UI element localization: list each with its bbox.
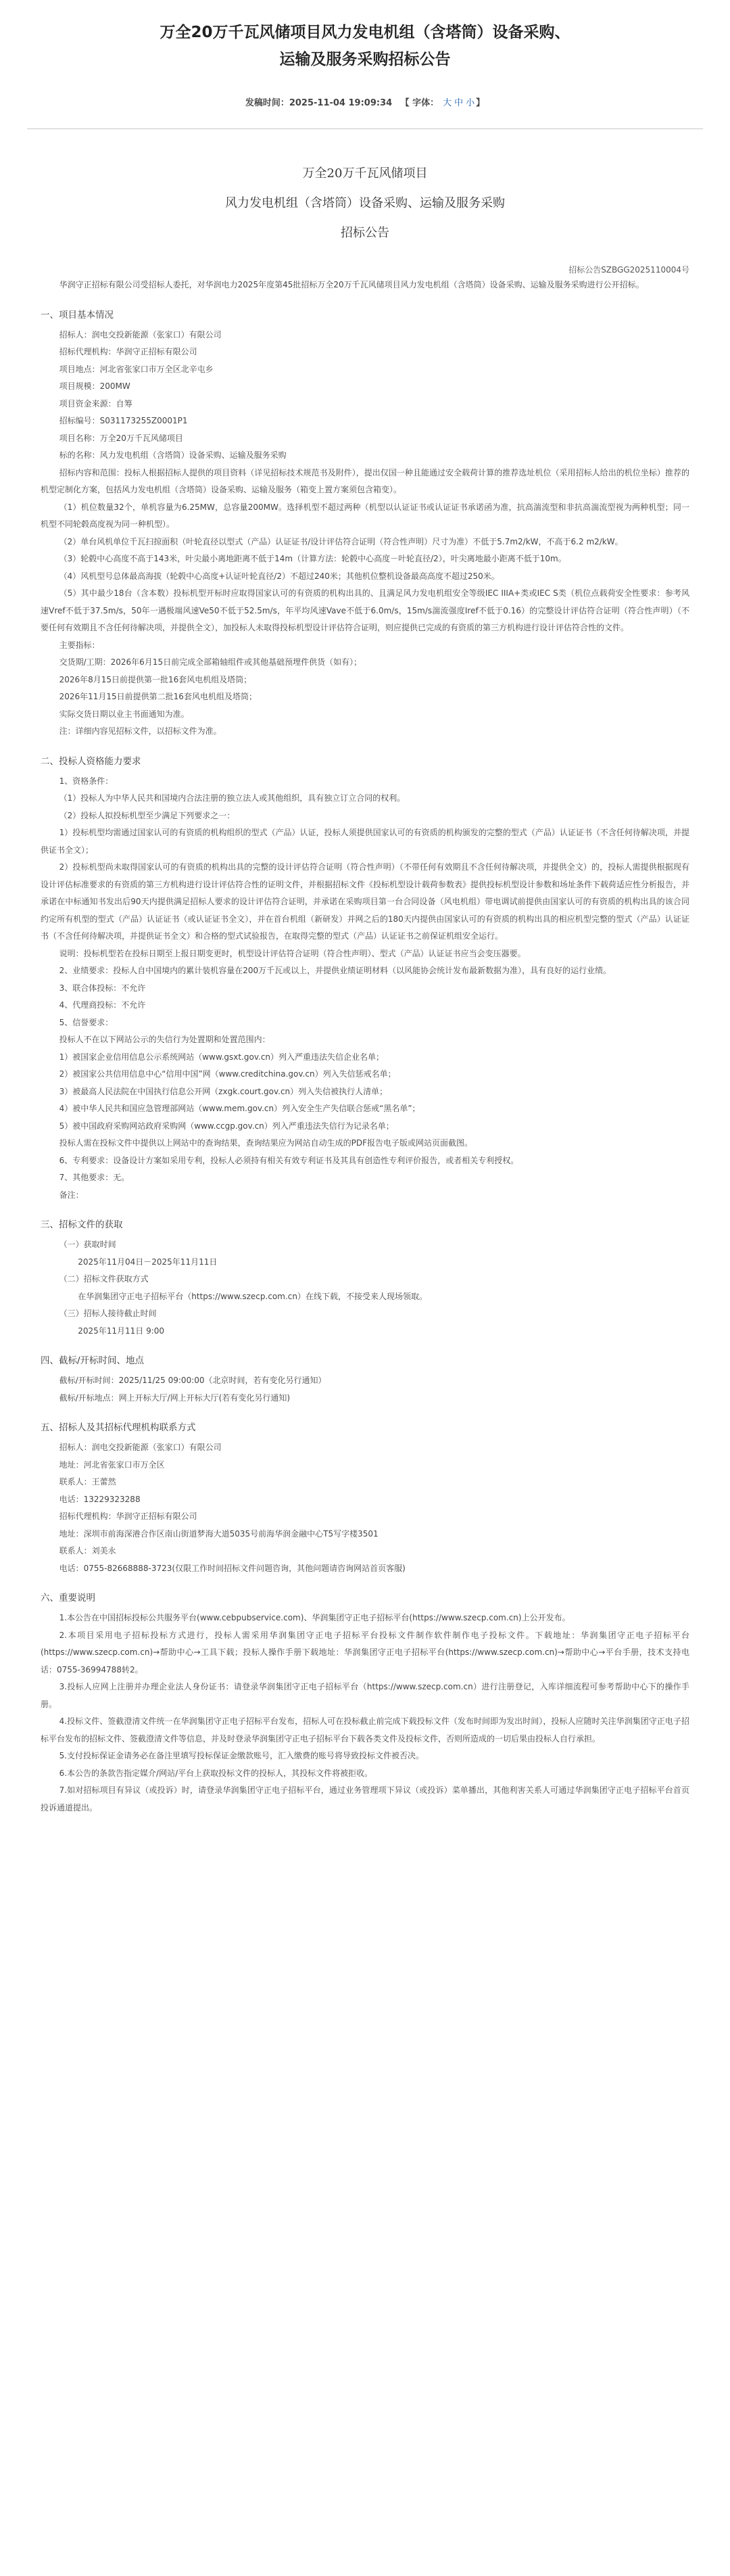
page (27, 0, 703, 1817)
s1-item: （5）其中最少18台（含本数）投标机型开标时应取得国家认可的有资质的机构出具的、且满足风力发电机组安全等级IEC IIIA+类或IEC S类（机位点载荷安全性要求：参考风速Vref不低于37.5m/s，50年一遇极端风速Ve50不低于52.5m/s，年平均风速Vave不低于6.0m/s，15m/s湍流强度Iref不低于0.16）的完整设计评估符合证明（符合性声明）（不要任何有效期且不含任何待解决项，并提供全文），加投标人未取得投标机型设计评估符合证明，则应提供已完成的有资质的第三方机构进行设计评估符合性的文件。 (41, 588, 689, 632)
s1-line: 招标代理机构：华润守正招标有限公司 (59, 347, 197, 356)
s3-value: 在华润集团守正电子招标平台（https://www.szecp.com.cn）在线下载，不接受来人现场领取。 (78, 1291, 427, 1301)
font-medium-link[interactable]: 中 (454, 98, 464, 108)
s3-value: 2025年11月04日－2025年11月11日 (78, 1257, 218, 1267)
doc-heading-3: 招标公告 (341, 226, 389, 240)
s3-sub: （一）获取时间 (59, 1240, 116, 1249)
doc-heading-1: 万全20万千瓦风储项目 (302, 166, 428, 181)
s6-item: 6.本公告的条款告指定媒介/网站/平台上获取投标文件的投标人，其投标文件将被拒收。 (59, 1768, 373, 1778)
s5-line: 联系人：刘美永 (59, 1546, 116, 1555)
s5-line: 电话：13229323288 (59, 1494, 141, 1504)
font-size-label: 【 字体： (400, 98, 439, 108)
s2-other: 7、其他要求：无。 (59, 1173, 130, 1182)
milestone-item: 2026年11月15日前提供第二批16套风电机组及塔筒； (59, 692, 257, 701)
s5-line: 地址：深圳市前海深港合作区南山街道梦海大道5035号前海华润金融中心T5写字楼3501 (59, 1528, 379, 1539)
s2-performance: 2、业绩要求：投标人自中国境内的累计装机容量在200万千瓦或以上，并提供业绩证明材料（以风能协会统计发布最新数据为准），具有良好的运行业绩。 (59, 966, 612, 975)
s2-consortium: 3、联合体投标：不允许 (59, 983, 146, 993)
s1-line: 项目名称：万全20万千瓦风储项目 (59, 433, 183, 443)
font-small-link[interactable]: 小 (466, 98, 475, 108)
s5-line: 联系人：王蕾然 (59, 1477, 116, 1486)
font-large-link[interactable]: 大 (443, 98, 452, 108)
s5-line: 地址：河北省张家口市万全区 (59, 1459, 165, 1470)
s1-scope: 招标内容和范围：投标人根据招标人提供的项目资料（详见招标技术规范书及附件），提出仅国一种且能通过安全载荷计算的推荐选址机位（采用招标人给出的机位坐标）推荐的机型定制化方案，包括风力发电机组（含塔筒）设备采购、运输及服务（箱变上置方案须包含箱变）。 (41, 467, 689, 494)
milestone-item: 交货期/工期：2026年6月15日前完成全部箱轴组件或其他基础预埋件供货（如有）； (59, 657, 362, 667)
s3-sub: （三）招标人接待截止时间 (59, 1309, 157, 1318)
s2-remark: 备注： (59, 1190, 84, 1200)
intro-paragraph: 华润守正招标有限公司受招标人委托，对华润电力2025年度第45批招标万全20万千瓦风储项目风力发电机组（含塔筒）设备采购、运输及服务采购进行公开招标。 (59, 280, 644, 289)
section-4-title: 四、截标/开标时间、地点 (41, 1355, 145, 1366)
s1-item: （4）风机型号总体最高海拔（轮毂中心高度+认证叶轮直径/2）不超过240米；其他机位整机设备最高高度不超过250米。 (59, 571, 500, 581)
s5-line: 招标人：润电交投新能源（张家口）有限公司 (59, 1443, 222, 1452)
s2-subitem: 1）投标机型均需通过国家认可的有资质的机构组织的型式（产品）认证，投标人须提供国家认可的有资质的机构颁发的完整的型式（产品）认证证书（不含任何待解决项，并提供证书全文）； (41, 828, 689, 855)
s6-item: 4.投标文件、签截澄清文件统一在华润集团守正电子招标平台发布，招标人可在投标截止前完成下载投标文件（发布时间即为发出时间），投标人应随时关注华润集团守正电子招标平台发布的招标文件、签截澄清文件等信息，并及时登录华润集团守正电子招标平台下载各类文件及投标文件，否则所造成的一切后果由投标人自行承担。 (41, 1716, 689, 1743)
s1-line: 招标人：润电交投新能源（张家口）有限公司 (59, 329, 222, 339)
section-6-title: 六、重要说明 (41, 1593, 95, 1603)
s4-time: 截标/开标时间：2025/11/25 09:00:00（北京时间，若有变化另行通知） (59, 1376, 326, 1385)
section-3-title: 三、招标文件的获取 (41, 1219, 123, 1230)
s6-item: 1.本公告在中国招标投标公共服务平台(www.cebpubservice.com)、华润集团守正电子招标平台(https://www.szecp.com.cn)上公开发布。 (59, 1613, 570, 1622)
s1-line: 项目规模：200MW (59, 381, 130, 391)
milestone-item: 实际交货日期以业主书面通知为准。 (59, 709, 189, 719)
s3-sub: （二）招标文件获取方式 (59, 1274, 149, 1284)
s1-line: 标的名称：风力发电机组（含塔筒）设备采购、运输及服务采购 (59, 450, 287, 460)
s3-value: 2025年11月11日 9:00 (78, 1326, 165, 1336)
s2-credit-item: 3）被最高人民法院在中国执行信息公开网（zxgk.court.gov.cn）列入失信被执行人清单； (59, 1086, 388, 1096)
publish-time: 2025-11-04 19:09:34 (289, 98, 393, 108)
doc-heading-2: 风力发电机组（含塔筒）设备采购、运输及服务采购 (225, 196, 505, 210)
s1-item: （2）单台风机单位千瓦扫掠面积（叶轮直径以型式（产品）认证证书/设计评估符合证明（符合性声明）尺寸为准）不低于5.7m2/kW，不高于6.2 m2/kW。 (59, 536, 623, 546)
s5-line: 招标代理机构：华润守正招标有限公司 (59, 1512, 197, 1521)
s2-credit-item: 2）被国家公共信用信息中心“信用中国”网（www.creditchina.gov.cn）列入失信惩戒名单； (59, 1069, 396, 1079)
font-size-close: 】 (476, 98, 485, 108)
article-body (27, 159, 703, 1817)
font-size-switcher (441, 98, 476, 108)
s2-credit-title: 5、信誉要求： (59, 1017, 114, 1027)
title-line-2: 运输及服务采购招标公告 (279, 51, 451, 68)
s2-credit-intro: 投标人不在以下网站公示的失信行为处置期和处置范围内： (59, 1035, 270, 1044)
s2-credit-item: 4）被中华人民共和国应急管理部网站（www.mem.gov.cn）列入安全生产失信联合惩戒“黑名单”； (59, 1104, 420, 1113)
page-title (27, 19, 703, 73)
s2-credit-item: 1）被国家企业信用信息公示系统网站（www.gsxt.gov.cn）列入严重违法失信企业名单； (59, 1052, 385, 1062)
section-5-title: 五、招标人及其招标代理机构联系方式 (41, 1422, 196, 1433)
s2-credit-note: 投标人需在投标文件中提供以上网站中的查询结果，查询结果应为网站自动生成的PDF报告电子版或网站页面截图。 (59, 1138, 472, 1148)
s2-qualification-title: 1、资格条件： (59, 776, 114, 786)
meta-bar (27, 96, 703, 111)
s2-credit-item: 5）被中国政府采购网站政府采购网（www.ccgp.gov.cn）列入严重违法失信行为记录名单； (59, 1121, 394, 1131)
section-2-title: 二、投标人资格能力要求 (41, 755, 141, 767)
announcement-number: 招标公告SZBGG2025110004号 (568, 265, 689, 275)
publish-label: 发稿时间： (245, 98, 289, 108)
s2-item: （1）投标人为中华人民共和国境内合法注册的独立法人或其他组织，具有独立订立合同的权利。 (59, 793, 406, 803)
s1-line: 项目地点：河北省张家口市万全区北辛屯乡 (59, 364, 214, 374)
s2-agent: 4、代理商投标：不允许 (59, 1000, 146, 1010)
milestone-item: 2026年8月15日前提供第一批16套风电机组及塔筒； (59, 674, 252, 684)
s2-patent: 6、专利要求：设备设计方案如采用专利，投标人必须持有相关有效专利证书及其具有创造性专利评价报告，或者相关专利授权。 (59, 1155, 519, 1165)
divider (27, 128, 703, 129)
s6-item: 7.如对招标项目有异议（或投诉）时，请登录华润集团守正电子招标平台，通过业务管理项下异议（或投诉）菜单播出，其他利害关系人可通过华润集团守正电子招标平台首页投诉通道提出。 (41, 1785, 689, 1812)
s6-item: 3.投标人应网上注册并办理企业法人身份证书：请登录华润集团守正电子招标平台（https://www.szecp.com.cn）进行注册登记，入库详细流程可参考帮助中心下的操作手册。 (41, 1682, 689, 1709)
s2-subitem: 2）投标机型尚未取得国家认可的有资质的机构出具的完整的设计评估符合证明（符合性声明）（不带任何有效期且不含任何待解决项，并提供全文）的，投标人需提供根据现有设计评估标准要求的有资质的第三方机构进行设计评估符合性的证明文件，并根据招标文件《投标机型设计载荷参数表》提供投标机型设计参数和场址条件下载荷适应性分析报告，并承诺在中标通知书发出后90天内提供满足招标人要求的设计评估符合证明，并承诺在采购项目第一台合同设备（风电机组）带电调试前提供由国家认可的有资质的机构出具的该合同约定所有机型的型式（产品）认证证书（或认证证书全文），并在首台机组（新研发）并网之后的180天内提供由国家认可的有资质的机构出具的相应机型完整的型式（产品）认证证书（不含任何待解决项，并提供证书全文）和合格的型式试验报告，在取得完整的型式（产品）认证证书之前保证机组安全运行。 (41, 862, 690, 941)
s1-line: 项目资金来源：自筹 (59, 398, 132, 408)
s1-line: 招标编号：S031173255Z0001P1 (59, 416, 188, 425)
s5-line: 电话：0755-82668888-3723(仅限工作时间招标文件问题咨询，其他问题请咨询网站首页客服) (59, 1563, 406, 1573)
s2-item: （2）投标人拟投标机型至少满足下列要求之一： (59, 810, 235, 820)
s6-item: 5.支付投标保证金请务必在备注里填写投标保证金缴款账号，汇入缴费的账号将导致投标文件被否决。 (59, 1751, 424, 1760)
s2-note: 说明：投标机型若在投标日期至上报日期变更时，机型设计评估符合证明（符合性声明）、型式（产品）认证证书应当会变压器要。 (59, 948, 526, 958)
section-1-title: 一、项目基本情况 (41, 309, 114, 321)
milestone-title: 主要指标： (59, 640, 100, 650)
s6-item: 2.本项目采用电子招标投标方式进行，投标人需采用华润集团守正电子招标平台投标文件制作软件制作电子投标文件。下载地址：华润集团守正电子招标平台(https://www.szecp.com.cn)→帮助中心→工具下载；投标人操作手册下载地址：华润集团守正电子招标平台(https://www.szecp.com.cn)→帮助中心→平台手册，技术支持电话：0755-36994788转2。 (41, 1630, 689, 1675)
s1-item: （1）机位数量32个，单机容量为6.25MW，总容量200MW。选择机型不超过两种（机型以认证证书或认证证书承诺函为准，抗高湍流型和非抗高湍流型视为两种机型；同一机型不同轮毂高度视为同一种机型）。 (41, 502, 689, 529)
s4-place: 截标/开标地点：网上开标大厅/网上开标大厅(若有变化另行通知) (59, 1392, 291, 1403)
s1-item: （3）轮毂中心高度不高于143米，叶尖最小离地距离不低于14m（计算方法：轮毂中心高度－叶轮直径/2），叶尖离地最小距离不低于10m。 (59, 554, 566, 563)
title-line-1: 万全20万千瓦风储项目风力发电机组（含塔筒）设备采购、 (160, 24, 570, 41)
milestone-item: 注：详细内容见招标文件，以招标文件为准。 (59, 726, 222, 736)
